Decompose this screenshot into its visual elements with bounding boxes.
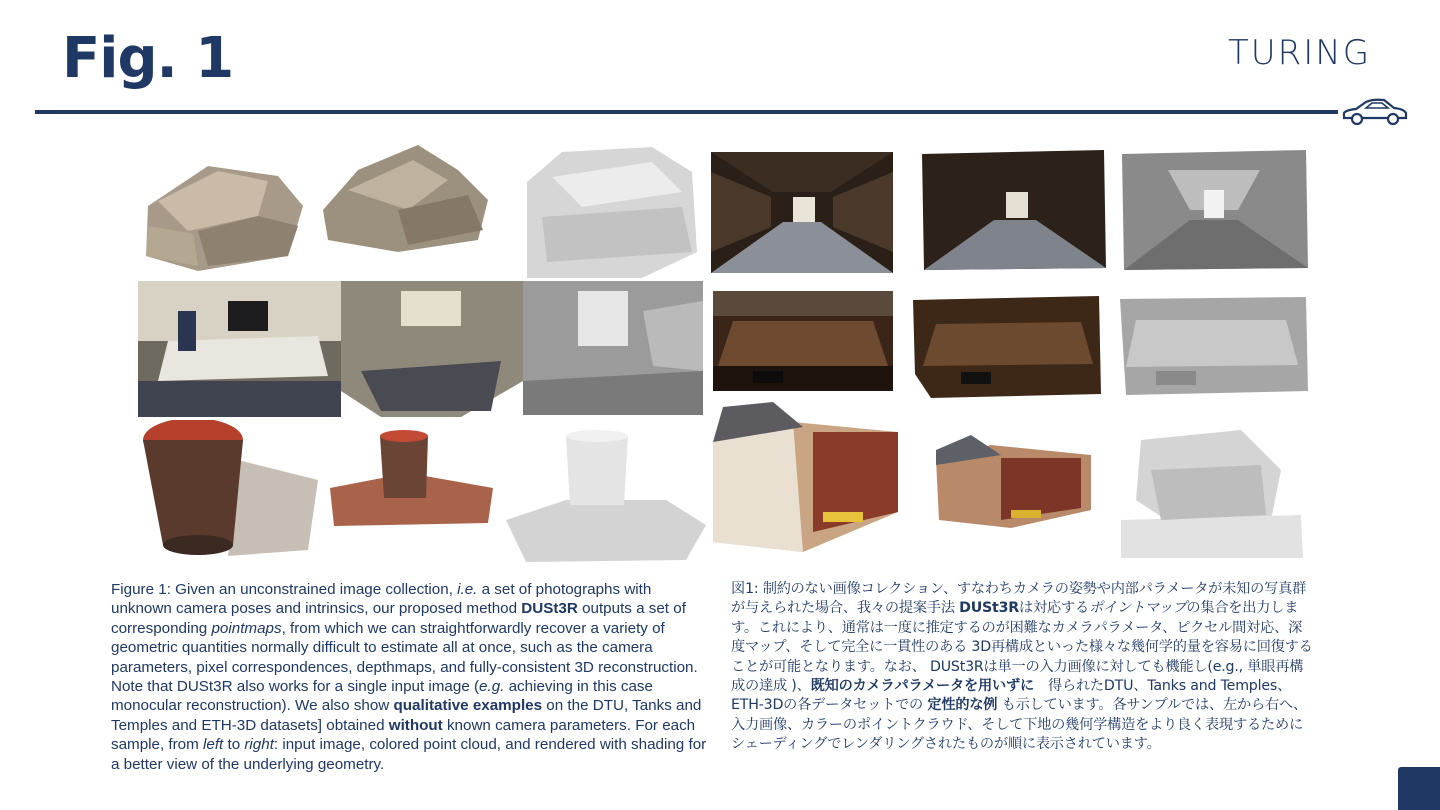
caption-japanese [731,580,1316,755]
bricks-shaded-render [522,142,702,278]
buildings-input-image [713,402,901,556]
auditorium-shaded-render [1116,295,1310,397]
header-divider [35,110,1345,114]
caption-ja-text: も示しています。各サンプルでは、左から右へ、入力画像、カラーのポイントクラウド、そして下地の幾何学構造をより良く表現するためにシェーディングでレンダリングされたものが順に表示されています。 [731,697,1307,753]
bridge-shaded-render [1118,150,1310,272]
caption-en-text: outputs a set of corresponding [111,600,686,637]
caption-ja-pointmaps: ポイントマップ [1088,600,1187,617]
caption-ja-text: の集合を出力します。これにより、通常は一度に推定するのが困難なカメラパラメータ、ピクセル間対応、深度マップ、そして完全に一貫性のある 3D再構成といった様々な幾何学的量を容易に回復することが可能となります。なお、 DUSt3Rは単一の入力画像に対しても機能し(e.g., 単眼再構成の達成 )、 [731,600,1313,695]
bricks-point-cloud [318,140,493,256]
auditorium-input-image [713,291,893,391]
caption-en-left: left [203,736,224,754]
bricks-input-image [138,146,308,274]
caption-en-text: to [223,736,245,754]
caption-en-pointmaps: pointmaps [211,619,282,637]
caption-en-method-name: DUSt3R [521,600,578,618]
caption-en-text: achieving in this case monocular reconstruction). We also show [111,678,653,715]
caption-ja-text: 図1: 制約のない画像コレクション、すなわちカメラの姿勢や内部パラメータが未知の写真群が与えられた場合、我々の提案手法 [731,581,1307,617]
car-icon [1338,96,1410,128]
office-shaded-render [523,281,703,415]
corner-accent [1398,767,1440,810]
caption-en-text: a set of photographs with unknown camera poses and intrinsics, our proposed method [111,581,652,618]
bridge-input-image [711,152,893,273]
caption-en-text: known camera parameters. For each sample, from [111,716,696,754]
caption-en-ie: i.e. [457,581,478,598]
caption-ja-method-name: DUSt3R [959,600,1020,617]
caption-en-text: : input image, colored point cloud, and rendered with shading for a better view of the underlying geometry. [111,736,707,773]
auditorium-point-cloud [911,294,1103,398]
buildings-point-cloud [931,430,1096,530]
cup-input-image [138,420,321,556]
caption-en-eg: e.g. [479,678,505,696]
office-input-image [138,281,341,417]
slide-title: Fig. 1 [62,26,234,91]
turing-logo: TURING [1228,33,1372,73]
caption-en-text: , from which we can straightforwardly recover a variety of geometric quantities normally difficult to estimate all at once, such as the camera parameters, pixel correspondences, depthmaps, and fully-consistent 3D reconstruction. Note that DUSt3R also works for a single input image ( [111,619,698,696]
caption-ja-bold-phrase: 定性的な例 [927,697,998,714]
caption-ja-text: は対応する [1019,600,1089,617]
figure-grid [136,140,1316,570]
caption-en-without: without [388,716,443,734]
bridge-point-cloud [918,150,1108,272]
caption-ja-text: 得られたDTU、Tanks and Temples、ETH-3Dの各データセットでの [731,678,1292,714]
caption-english [111,580,709,774]
caption-en-qualitative: qualitative examples [393,697,543,715]
caption-en-text: on the DTU, Tanks and Temples and ETH-3D datasets] obtained [111,697,702,734]
cup-shaded-render [506,430,706,566]
office-point-cloud [341,281,523,417]
caption-en-right: right [244,736,274,754]
cup-point-cloud [328,428,494,528]
caption-ja-bold-phrase: 既知のカメラパラメータを用いずに [810,678,1034,695]
caption-en-text: Figure 1: Given an unconstrained image collection, [111,581,458,598]
buildings-shaded-render [1121,430,1303,558]
